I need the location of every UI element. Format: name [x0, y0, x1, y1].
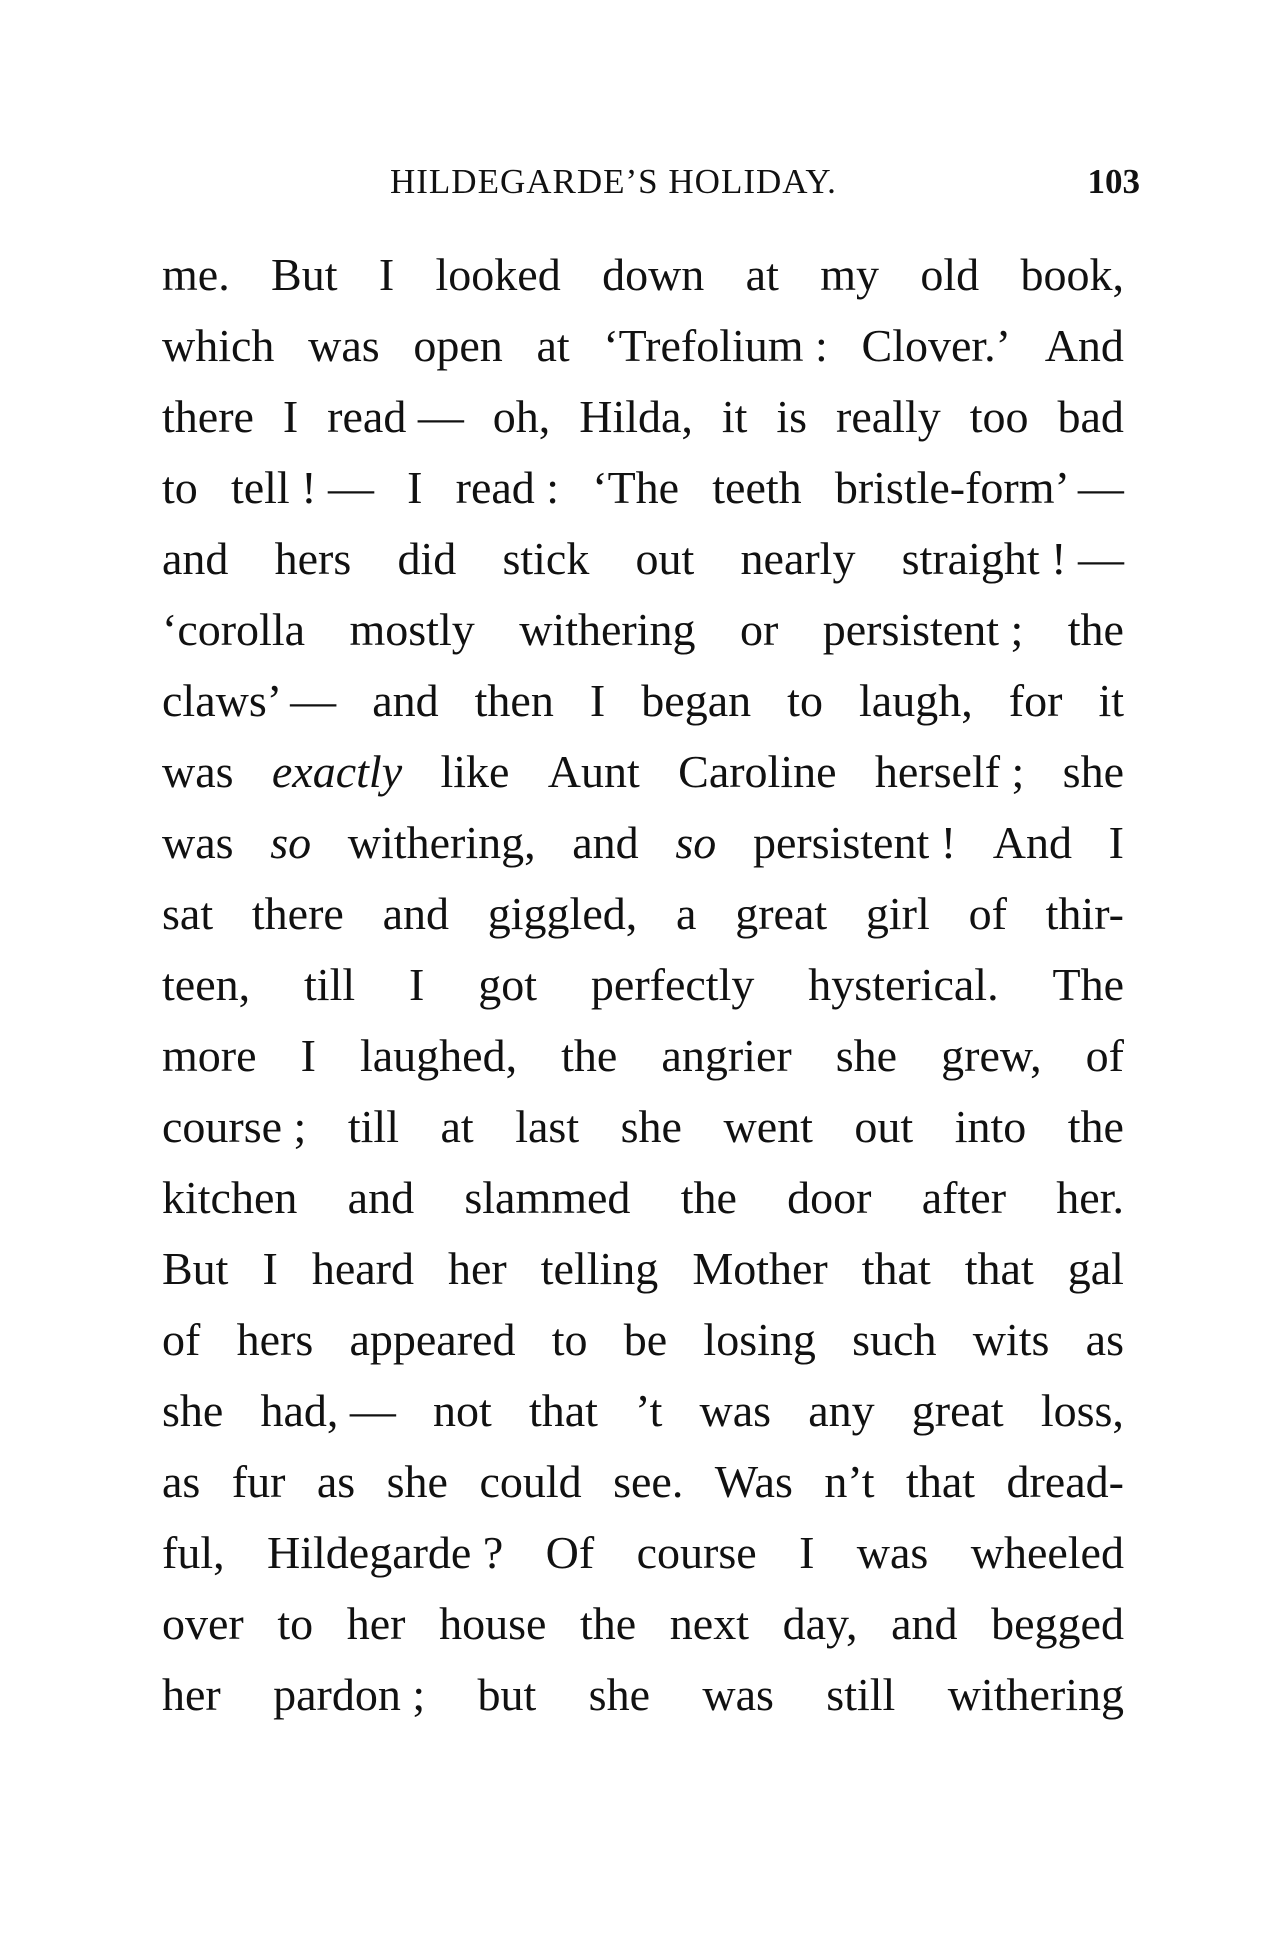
word: be [623, 1314, 668, 1365]
word: of [162, 1314, 201, 1365]
word: as [1085, 1314, 1124, 1365]
italic-word: exactly [271, 746, 403, 797]
word: last [515, 1101, 580, 1152]
word: stick [502, 533, 590, 584]
word: and [372, 675, 439, 726]
word: tell ! — [230, 462, 375, 513]
word: ‘The [592, 462, 680, 513]
word: bristle-form’ — [834, 462, 1124, 513]
word: to [162, 462, 198, 513]
word: had, — [260, 1385, 396, 1436]
word: I [409, 959, 425, 1010]
word: persistent ; [822, 604, 1024, 655]
text-line [162, 958, 1124, 1029]
word: But [271, 249, 338, 300]
word: the [680, 1172, 737, 1223]
word: And [1044, 320, 1124, 371]
word: I [282, 391, 299, 442]
word: that [906, 1456, 976, 1507]
word: I [589, 675, 606, 726]
word: the [579, 1598, 637, 1649]
word: sat [162, 888, 214, 939]
word: read — [327, 391, 464, 442]
word: she [386, 1456, 448, 1507]
word: got [478, 959, 538, 1010]
word: and [347, 1172, 415, 1223]
text-line [162, 1313, 1124, 1384]
word: pardon ; [273, 1669, 426, 1720]
word: a [676, 888, 697, 939]
word: loss, [1040, 1385, 1124, 1436]
word: like [440, 746, 510, 797]
word: angrier [661, 1030, 792, 1081]
word: after [921, 1172, 1007, 1223]
word: door [787, 1172, 872, 1223]
word: she [1062, 746, 1124, 797]
text-line [162, 745, 1124, 816]
word: withering [947, 1669, 1124, 1720]
word: next [669, 1598, 749, 1649]
word: But [162, 1243, 229, 1294]
word: ‘Trefolium : [603, 320, 828, 371]
word: her [346, 1598, 406, 1649]
word: began [641, 675, 752, 726]
word: fur [231, 1456, 286, 1507]
word: house [439, 1598, 547, 1649]
word: her. [1056, 1172, 1124, 1223]
word: out [854, 1101, 914, 1152]
word: bad [1057, 391, 1124, 442]
word: nearly [740, 533, 856, 584]
word: herself ; [874, 746, 1025, 797]
word: there [251, 888, 344, 939]
text-line [162, 319, 1124, 390]
word: girl [865, 888, 930, 939]
word: as [162, 1456, 201, 1507]
word: which [162, 320, 275, 371]
word: and [382, 888, 449, 939]
word: then [474, 675, 554, 726]
word: I [262, 1243, 278, 1294]
word: withering [519, 604, 696, 655]
word: at [745, 249, 779, 300]
word: and [891, 1598, 958, 1649]
word: she [162, 1385, 224, 1436]
word: me. [162, 249, 230, 300]
word: course [636, 1527, 757, 1578]
word: or [739, 604, 779, 655]
word: read : [455, 462, 560, 513]
text-line [162, 816, 1124, 887]
word: teen, [162, 959, 251, 1010]
word: straight ! — [901, 533, 1124, 584]
text-line [162, 1171, 1124, 1242]
word: laugh, [859, 675, 973, 726]
word: that [861, 1243, 931, 1294]
word: still [826, 1669, 896, 1720]
word: open [413, 320, 503, 371]
page-number: 103 [1087, 162, 1140, 201]
word: Hilda, [579, 391, 693, 442]
text-line [162, 1455, 1124, 1526]
word: heard [311, 1243, 414, 1294]
word: too [969, 391, 1029, 442]
word: see. [613, 1456, 684, 1507]
word: into [954, 1101, 1027, 1152]
word: really [836, 391, 941, 442]
text-line [162, 1384, 1124, 1455]
word: The [1052, 959, 1124, 1010]
word: down [602, 249, 705, 300]
italic-word: so [270, 817, 312, 868]
running-head [160, 162, 1140, 212]
word: I [300, 1030, 316, 1081]
word: she [620, 1101, 682, 1152]
word: thir- [1045, 888, 1124, 939]
word: slammed [464, 1172, 631, 1223]
word: And [992, 817, 1072, 868]
text-line [162, 674, 1124, 745]
word: it [1098, 675, 1124, 726]
word: appeared [349, 1314, 516, 1365]
word: Aunt [547, 746, 640, 797]
word: gal [1067, 1243, 1124, 1294]
word: losing [703, 1314, 816, 1365]
word: Mother [692, 1243, 828, 1294]
word: hers [274, 533, 352, 584]
word: I [799, 1527, 815, 1578]
word: claws’ — [162, 675, 337, 726]
word: till [304, 959, 356, 1010]
word: dread- [1006, 1456, 1124, 1507]
word: I [1108, 817, 1124, 868]
word: was [162, 817, 234, 868]
word: went [723, 1101, 813, 1152]
word: Of [545, 1527, 595, 1578]
word: wheeled [970, 1527, 1124, 1578]
word: was [702, 1669, 774, 1720]
word: hysterical. [808, 959, 999, 1010]
word: was [162, 746, 234, 797]
word: of [968, 888, 1007, 939]
word: I [378, 249, 395, 300]
word: there [162, 391, 254, 442]
word: any [808, 1385, 875, 1436]
word: but [477, 1669, 537, 1720]
word: till [347, 1101, 399, 1152]
word: Clover.’ [861, 320, 1011, 371]
word: the [1067, 1101, 1124, 1152]
word: that [964, 1243, 1034, 1294]
text-line [162, 1029, 1124, 1100]
word: my [820, 249, 879, 300]
word: teeth [712, 462, 802, 513]
word: ful, [162, 1527, 225, 1578]
text-line [162, 461, 1124, 532]
word: of [1085, 1030, 1124, 1081]
word: looked [435, 249, 561, 300]
text-line [162, 887, 1124, 958]
word: was [856, 1527, 929, 1578]
word: over [162, 1598, 244, 1649]
word: begged [991, 1598, 1124, 1649]
word: she [588, 1669, 650, 1720]
word: was [308, 320, 380, 371]
word: course ; [162, 1101, 307, 1152]
word: oh, [492, 391, 551, 442]
word: great [735, 888, 828, 939]
text-line [162, 1526, 1124, 1597]
word: n’t [824, 1456, 875, 1507]
word: book, [1020, 249, 1124, 300]
word: Hildegarde ? [267, 1527, 504, 1578]
word: and [572, 817, 639, 868]
word: mostly [349, 604, 475, 655]
word: the [561, 1030, 618, 1081]
word: ‘corolla [162, 604, 306, 655]
word: I [407, 462, 423, 513]
word: ’t [635, 1385, 663, 1436]
word: for [1008, 675, 1063, 726]
word: did [397, 533, 457, 584]
text-line [162, 1100, 1124, 1171]
text-line [162, 390, 1124, 461]
word: was [699, 1385, 772, 1436]
word: her [448, 1243, 507, 1294]
word: kitchen [162, 1172, 298, 1223]
word: Was [714, 1456, 793, 1507]
word: Caroline [678, 746, 837, 797]
word: great [911, 1385, 1004, 1436]
word: could [479, 1456, 582, 1507]
word: wits [972, 1314, 1050, 1365]
word: is [776, 391, 808, 442]
word: old [920, 249, 980, 300]
word: day, [782, 1598, 858, 1649]
word: out [635, 533, 695, 584]
text-line [162, 1597, 1124, 1668]
word: it [721, 391, 748, 442]
word: she [835, 1030, 898, 1081]
word: the [1067, 604, 1124, 655]
word: at [440, 1101, 474, 1152]
word: withering, [347, 817, 536, 868]
text-line [162, 603, 1124, 674]
word: perfectly [590, 959, 755, 1010]
word: persistent ! [752, 817, 957, 868]
running-title: HILDEGARDE’S HOLIDAY. [390, 162, 837, 201]
word: grew, [941, 1030, 1042, 1081]
word: and [162, 533, 229, 584]
italic-word: so [675, 817, 717, 868]
text-line [162, 1242, 1124, 1313]
text-line [162, 248, 1124, 319]
word: such [852, 1314, 937, 1365]
word: hers [236, 1314, 314, 1365]
word: that [528, 1385, 598, 1436]
word: to [277, 1598, 314, 1649]
word: to [551, 1314, 588, 1365]
word: laughed, [359, 1030, 518, 1081]
word: as [316, 1456, 356, 1507]
word: at [536, 320, 570, 371]
word: to [787, 675, 823, 726]
word: giggled, [487, 888, 638, 939]
word: more [162, 1030, 257, 1081]
text-line [162, 1668, 1124, 1739]
text-line [162, 532, 1124, 603]
word: not [433, 1385, 492, 1436]
body-text [162, 248, 1124, 1739]
word: her [162, 1669, 221, 1720]
word: telling [540, 1243, 659, 1294]
